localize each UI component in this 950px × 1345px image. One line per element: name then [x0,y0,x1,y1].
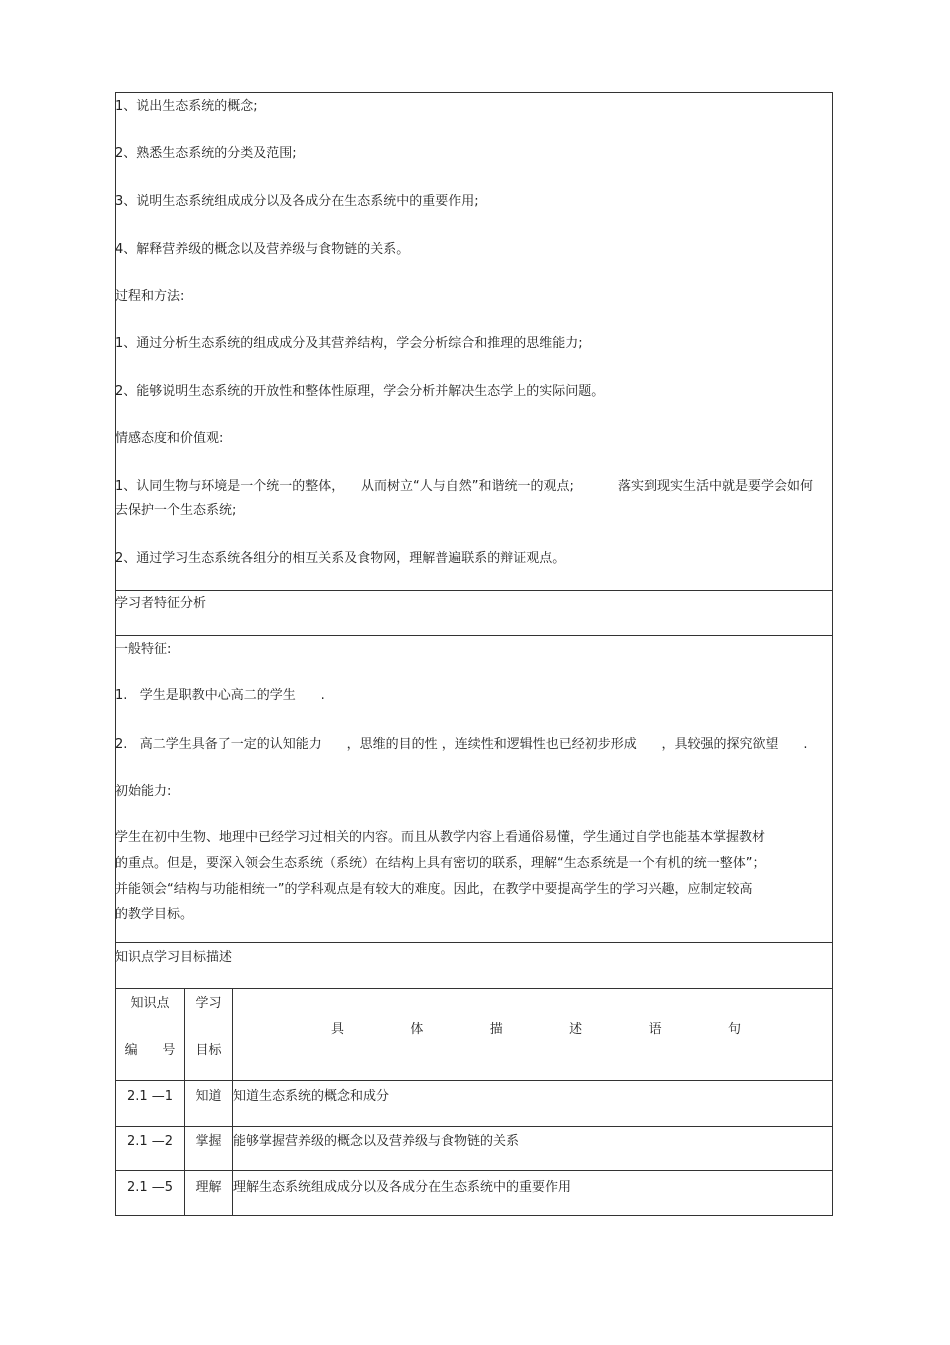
general-heading: 一般特征: [115,642,172,657]
section-title-learner: 学习者特征分析 [115,596,207,611]
header-description-char: 体 [410,1022,424,1037]
row-code: 2.1 —2 [126,1134,174,1149]
section-title-knowledge: 知识点学习目标描述 [115,950,233,965]
table-bottom-border [115,1215,833,1216]
row-level: 知道 [195,1089,222,1104]
emotion-item-part: 从而树立“人与自然”和谐统一的观点; [361,479,574,494]
header-code-line2: 编 号 [124,1043,176,1058]
emotion-item-continuation: 去保护一个生态系统; [115,503,237,518]
emotion-item-part: 落实到现实生活中就是要学会如何 [618,479,814,494]
row-code: 2.1 —1 [126,1089,174,1104]
table-top-border [115,988,833,989]
objective-item: 3、说明生态系统组成成分以及各成分在生态系统中的重要作用; [115,194,479,209]
header-goal-line2: 目标 [195,1043,222,1058]
objective-item: 1、说出生态系统的概念; [115,99,258,114]
general-item: 1. 学生是职教中心高二的学生 . [115,688,325,703]
table-row-border [115,1170,833,1171]
table-row-border [115,1126,833,1127]
header-description-char: 描 [489,1022,503,1037]
table-row-border [115,1080,833,1081]
process-item: 1、通过分析生态系统的组成成分及其营养结构，学会分析综合和推理的思维能力; [115,336,583,351]
initial-heading: 初始能力: [115,784,172,799]
emotion-item: 2、通过学习生态系统各组分的相互关系及食物网，理解普遍联系的辩证观点。 [115,551,566,566]
header-goal-line1: 学习 [195,996,222,1011]
initial-paragraph-line: 学生在初中生物、地理中已经学习过相关的内容。而且从教学内容上看通俗易懂，学生通过自学也能基本掌握教材 [115,830,766,845]
divider [115,635,833,636]
row-description: 理解生态系统组成成分以及各成分在生态系统中的重要作用 [233,1180,572,1195]
row-level: 理解 [195,1180,222,1195]
emotion-item-part: 1、认同生物与环境是一个统一的整体， [115,479,345,494]
row-description: 知道生态系统的概念和成分 [233,1089,390,1104]
divider [115,590,833,591]
header-description-char: 语 [648,1022,662,1037]
objective-item: 2、熟悉生态系统的分类及范围; [115,146,297,161]
row-description: 能够掌握营养级的概念以及营养级与食物链的关系 [233,1134,520,1149]
initial-paragraph-line: 的教学目标。 [115,907,194,922]
header-description-char: 述 [569,1022,583,1037]
row-code: 2.1 —5 [126,1180,174,1195]
initial-paragraph-line: 并能领会“结构与功能相统一”的学科观点是有较大的难度。因此，在教学中要提高学生的学习兴趣，应制定较高 [115,882,753,897]
header-description [331,1018,741,1037]
header-description-char: 具 [331,1022,345,1037]
objective-item: 4、解释营养级的概念以及营养级与食物链的关系。 [115,242,410,257]
general-item: 2. 高二学生具备了一定的认知能力 ，思维的目的性 ，连续性和逻辑性也已经初步形成 ，具较强的探究欲望 . [115,737,808,752]
initial-paragraph-line: 的重点。但是，要深入领会生态系统（系统）在结构上具有密切的联系，理解“生态系统是一个有机的统一整体”； [115,856,766,871]
divider [115,942,833,943]
process-heading: 过程和方法: [115,289,185,304]
header-description-char: 句 [727,1022,741,1037]
emotion-heading: 情感态度和价值观: [115,431,224,446]
header-code-line1: 知识点 [130,996,170,1011]
process-item: 2、能够说明生态系统的开放性和整体性原理，学会分析并解决生态学上的实际问题。 [115,384,605,399]
row-level: 掌握 [195,1134,222,1149]
